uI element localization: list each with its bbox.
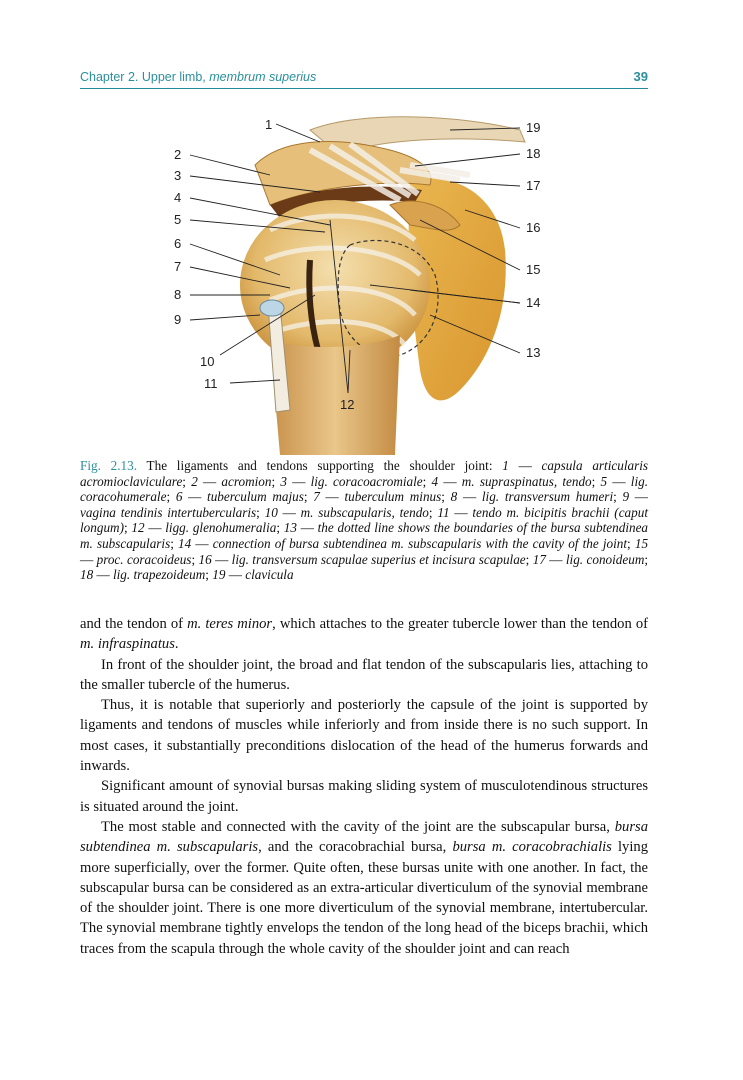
- caption-item-text: lig. transversum humeri: [481, 489, 614, 505]
- callout-15: 15: [526, 262, 541, 277]
- shoulder-joint-illustration: [160, 110, 580, 455]
- caption-item-text: lig. coracoacromiale: [310, 473, 423, 489]
- callout-9: 9: [174, 312, 182, 327]
- caption-item-text: lig. conoideum: [565, 551, 645, 567]
- callout-7: 7: [174, 259, 182, 274]
- caption-item-number: 9: [622, 489, 630, 505]
- caption-item-text: m. supraspinatus, tendo: [461, 473, 592, 489]
- callout-4: 4: [174, 190, 182, 205]
- paragraph-1: and the tendon of m. teres minor, which attaches to the greater tubercle lower than the tendon of m. infraspinatus.: [80, 616, 648, 653]
- caption-item-number: 2: [191, 473, 198, 489]
- caption-item-text: lig. transversum scapulae superius et incisura scapulae: [231, 551, 526, 567]
- callout-14: 14: [526, 295, 541, 310]
- callout-10: 10: [200, 354, 215, 369]
- callout-19: 19: [526, 120, 541, 135]
- caption-item-text: tendo m. bicipitis brachii (caput longum): [80, 504, 648, 536]
- caption-item-number: 1: [502, 458, 509, 473]
- callout-11: 11: [204, 376, 218, 391]
- callout-16: 16: [526, 220, 541, 235]
- caption-item-text: tuberculum majus: [207, 489, 304, 505]
- caption-item-number: 8: [450, 489, 458, 505]
- caption-item-number: 6: [175, 489, 183, 505]
- caption-legend: 1 — capsula articularis acromioclaviculare; 2 — acromion; 3 — lig. coracoacromiale; 4 — m. supraspinatus, tendo; 5 — lig. coracohumerale; 6 — tuberculum majus; 7 — tuberculum minus; 8 — lig. transversum humeri; 9 — vagina tendinis intertubercularis; 10 — m. subscapularis, tendo; 11 — tendo m. bicipitis brachii (caput longum); 12 — ligg. glenohumeralia; 13 — the dotted line shows the boundaries of the bursa subtendinea m. subscapularis; 14 — connection of bursa subtendinea m. subscapularis with the cavity of the joint; 15 — proc. coracoideus; 16 — lig. transversum scapulae superius et incisura scapulae; 17 — lig. conoideum; 18 — lig. trapezoideum; 19 — clavicula: [80, 458, 649, 583]
- callout-17: 17: [526, 178, 541, 193]
- caption-item-text: vagina tendinis intertubercularis: [80, 504, 257, 520]
- callout-6: 6: [174, 236, 182, 251]
- caption-item-text: tuberculum minus: [344, 489, 442, 505]
- callout-13: 13: [526, 345, 541, 360]
- caption-item-text: proc. coracoideus: [96, 551, 192, 567]
- callout-1: 1: [265, 117, 273, 132]
- caption-item-number: 18: [80, 567, 94, 583]
- caption-item-text: lig. trapezoideum: [112, 567, 206, 583]
- caption-item-number: 17: [532, 551, 546, 567]
- callout-5: 5: [174, 212, 182, 227]
- chapter-title: Chapter 2. Upper limb, membrum superius: [80, 70, 317, 84]
- page-number: 39: [633, 69, 648, 84]
- anatomical-drawing: [160, 110, 580, 455]
- caption-item-number: 19: [212, 567, 226, 583]
- callout-8: 8: [174, 287, 182, 302]
- paragraph-2: In front of the shoulder joint, the broad and flat tendon of the subscapularis lies, attaching to the smaller tubercle of the humerus.: [80, 656, 648, 693]
- callout-12: 12: [340, 397, 355, 412]
- caption-item-number: 7: [313, 489, 320, 505]
- caption-item-text: clavicula: [245, 567, 294, 583]
- caption-item-text: lig. coracohumerale: [80, 473, 648, 505]
- caption-item-number: 11: [437, 504, 450, 520]
- caption-item-number: 13: [283, 520, 297, 536]
- caption-item-number: 15: [634, 535, 649, 551]
- humerus-shaft: [270, 335, 400, 455]
- caption-item-text: the dotted line shows the boundaries of the bursa subtendinea m. subscapularis: [80, 520, 649, 551]
- paragraph-3: Thus, it is notable that superiorly and posteriorly the capsule of the joint is supported by ligaments and tendons of muscles while inferiorly and from inside there is no such support. In most cases, it substantially preconditions dislocation of the head of the humerus forwards and inwards.: [80, 697, 648, 775]
- caption-item-text: ligg. glenohumeralia: [165, 520, 277, 536]
- callout-3: 3: [174, 168, 182, 183]
- figure-caption: Fig. 2.13. The ligaments and tendons supporting the shoulder joint: 1 — capsula articularis acromioclaviculare; 2 — acromion; 3 — lig. coracoacromiale; 4 — m. supraspinatus, tendo; 5 — lig. coracohumerale; 6 — tuberculum majus; 7 — tuberculum minus; 8 — lig. transversum humeri; 9 — vagina tendinis intertubercularis; 10 — m. subscapularis, tendo; 11 — tendo m. bicipitis brachii (caput longum); 12 — ligg. glenohumeralia; 13 — the dotted line shows the boundaries of the bursa subtendinea m. subscapularis; 14 — connection of bursa subtendinea m. subscapularis with the cavity of the joint; 15 — proc. coracoideus; 16 — lig. transversum scapulae superius et incisura scapulae; 17 — lig. conoideum; 18 — lig. trapezoideum; 19 — clavicula: [80, 458, 649, 583]
- caption-item-number: 14: [178, 535, 192, 551]
- body-text: [80, 614, 648, 959]
- caption-item-number: 12: [131, 520, 145, 536]
- caption-item-text: connection of bursa subtendinea m. subscapularis with the cavity of the joint: [212, 535, 628, 551]
- paragraph-5: The most stable and connected with the cavity of the joint are the subscapular bursa, bursa subtendinea m. subscapularis, and the coracobrachial bursa, bursa m. coracobrachialis lying more superficially, over the former. Quite often, these bursas unite with one another. In fact, the subscapular bursa can be considered as an extra-articular diverticulum of the synovial membrane of the shoulder joint. There is one more diverticulum of the synovial membrane, intertubercular. The synovial membrane tightly envelops the tendon of the long head of the biceps brachii, which traces from the scapula through the whole cavity of the shoulder joint and can reach: [80, 818, 648, 957]
- caption-item-number: 3: [280, 473, 287, 489]
- caption-item-number: 16: [198, 551, 212, 567]
- paragraph-4: Significant amount of synovial bursas making sliding system of musculotendinous structures is situated around the joint.: [80, 778, 648, 815]
- caption-item-number: 5: [600, 473, 608, 489]
- callout-18: 18: [526, 146, 541, 161]
- caption-item-text: m. subscapularis, tendo: [300, 504, 429, 520]
- callout-2: 2: [174, 147, 182, 162]
- caption-item-text: acromion: [221, 473, 272, 489]
- caption-item-number: 10: [264, 504, 278, 520]
- figure-label: Fig. 2.13.: [80, 458, 138, 473]
- running-header: [80, 68, 648, 89]
- caption-item-number: 4: [431, 473, 439, 489]
- caption-item-text: capsula articularis acromioclaviculare: [80, 458, 648, 489]
- tendon-sheath: [260, 300, 284, 316]
